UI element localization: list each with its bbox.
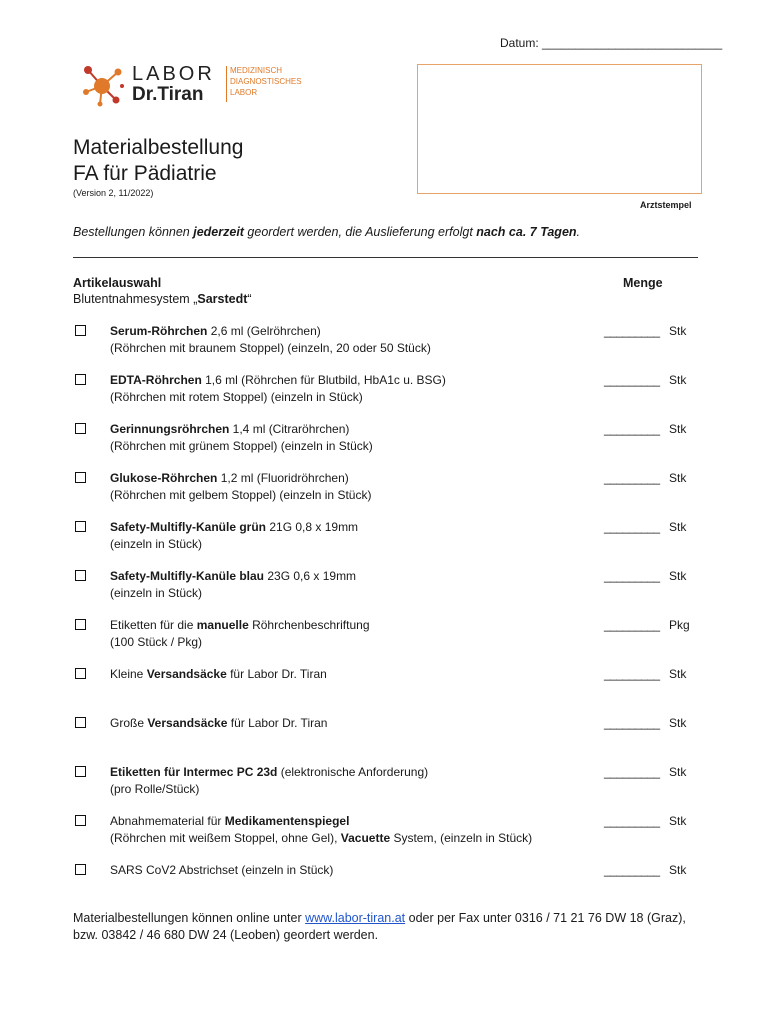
page-title: Materialbestellung [73, 136, 244, 159]
quantity-field[interactable]: _________ [604, 471, 660, 485]
logo-subtitle [230, 65, 302, 98]
divider-line [73, 257, 698, 258]
item-text-post: für Labor Dr. Tiran [227, 716, 328, 730]
item-detail-pre: (Röhrchen mit grünem Stoppel) (einzeln in Stück) [110, 439, 373, 453]
item-description [110, 764, 580, 798]
item-name: Gerinnungsröhrchen [110, 422, 230, 436]
checkbox[interactable] [75, 717, 86, 728]
item-line-2 [110, 781, 580, 798]
item-detail-pre: (einzeln in Stück) [110, 537, 203, 551]
system-prefix: Blutentnahmesystem „ [73, 292, 198, 306]
item-detail-pre: (Röhrchen mit rotem Stoppel) (einzeln in Stück) [110, 390, 363, 404]
checkbox[interactable] [75, 619, 86, 630]
item-text-post: 2,6 ml (Gelröhrchen) [207, 324, 321, 338]
quantity-field[interactable]: _________ [604, 324, 660, 338]
date-field[interactable]: Datum: ___________________________ [500, 36, 723, 50]
quantity-unit: Stk [669, 667, 687, 681]
quantity-unit: Stk [669, 814, 687, 828]
item-detail-pre: (Röhrchen mit braunem Stoppel) (einzeln, 20 oder 50 Stück) [110, 341, 431, 355]
intro-bold-1: jederzeit [193, 225, 244, 239]
quantity-field[interactable]: _________ [604, 569, 660, 583]
intro-part-2: geordert werden, die Auslieferung erfolgt [243, 225, 477, 239]
item-description [110, 862, 580, 879]
item-detail-pre: (100 Stück / Pkg) [110, 635, 203, 649]
item-line-1 [110, 764, 580, 781]
item-text-pre: Etiketten für die [110, 618, 197, 632]
item-line-2 [110, 340, 580, 357]
item-line-1 [110, 372, 580, 389]
checkbox[interactable] [75, 570, 86, 581]
logo-sub-line-3: LABOR [230, 88, 258, 97]
website-link[interactable]: www.labor-tiran.at [305, 911, 406, 925]
item-line-1 [110, 470, 580, 487]
item-name: Safety-Multifly-Kanüle grün [110, 520, 267, 534]
item-description [110, 421, 580, 455]
intro-text [73, 225, 580, 239]
logo-labor-text: LABOR [132, 63, 215, 85]
quantity-field[interactable]: _________ [604, 765, 660, 779]
checkbox[interactable] [75, 374, 86, 385]
page-subtitle: FA für Pädiatrie [73, 162, 217, 185]
item-line-2 [110, 830, 580, 847]
checkbox[interactable] [75, 472, 86, 483]
item-name: Versandsäcke [147, 716, 228, 730]
item-name: Glukose-Röhrchen [110, 471, 218, 485]
item-text-pre: SARS CoV2 Abstrichset (einzeln in Stück) [110, 863, 334, 877]
item-name: EDTA-Röhrchen [110, 373, 202, 387]
quantity-field[interactable]: _________ [604, 814, 660, 828]
item-description [110, 519, 580, 553]
item-text-post: 1,2 ml (Fluoridröhrchen) [217, 471, 349, 485]
item-name: Serum-Röhrchen [110, 324, 208, 338]
blood-system-label [73, 292, 252, 306]
quantity-unit: Stk [669, 716, 687, 730]
system-name: Sarstedt [197, 292, 248, 306]
quantity-unit: Stk [669, 471, 687, 485]
item-name: Safety-Multifly-Kanüle blau [110, 569, 265, 583]
footer-part-2: oder per Fax unter 0316 / 71 21 76 DW 18 (Graz), bzw. 03842 / 46 680 DW 24 (Leoben) geordert werden. [73, 911, 686, 942]
lab-logo [80, 62, 300, 108]
item-line-1 [110, 323, 580, 340]
item-description [110, 666, 580, 683]
checkbox[interactable] [75, 815, 86, 826]
logo-divider [226, 66, 227, 102]
item-detail-pre: (pro Rolle/Stück) [110, 782, 200, 796]
item-detail-pre: (Röhrchen mit gelbem Stoppel) (einzeln in Stück) [110, 488, 372, 502]
quantity-unit: Pkg [669, 618, 690, 632]
quantity-unit: Stk [669, 765, 687, 779]
logo-name-text: Dr.Tiran [132, 84, 204, 105]
checkbox[interactable] [75, 325, 86, 336]
item-text-post: für Labor Dr. Tiran [226, 667, 327, 681]
item-line-2 [110, 438, 580, 455]
item-description [110, 813, 580, 847]
doctor-stamp-box[interactable] [417, 64, 702, 194]
quantity-unit: Stk [669, 373, 687, 387]
system-suffix: “ [247, 292, 252, 306]
intro-bold-2: nach ca. 7 Tagen [476, 225, 577, 239]
quantity-unit: Stk [669, 324, 687, 338]
quantity-field[interactable]: _________ [604, 520, 660, 534]
item-line-1 [110, 519, 580, 536]
item-text-post: 21G 0,8 x 19mm [266, 520, 359, 534]
quantity-field[interactable]: _________ [604, 373, 660, 387]
footer-note [73, 910, 703, 944]
item-line-1 [110, 568, 580, 585]
item-line-1 [110, 666, 580, 683]
item-name: Medikamentenspiegel [224, 814, 350, 828]
quantity-field[interactable]: _________ [604, 422, 660, 436]
item-description [110, 323, 580, 357]
item-name: manuelle [196, 618, 249, 632]
item-line-2 [110, 634, 580, 651]
column-header-quantity: Menge [623, 276, 663, 290]
checkbox[interactable] [75, 766, 86, 777]
item-text-pre: Kleine [110, 667, 147, 681]
item-description [110, 617, 580, 651]
item-detail-pre: (einzeln in Stück) [110, 586, 203, 600]
quantity-unit: Stk [669, 569, 687, 583]
quantity-unit: Stk [669, 863, 687, 877]
item-line-2 [110, 487, 580, 504]
checkbox[interactable] [75, 521, 86, 532]
logo-molecule-icon [80, 62, 128, 108]
item-detail-post: System, (einzeln in Stück) [390, 831, 533, 845]
item-text-post: Röhrchenbeschriftung [248, 618, 370, 632]
doctor-stamp-label: Arztstempel [640, 200, 692, 210]
logo-sub-line-2: DIAGNOSTISCHES [230, 77, 302, 86]
quantity-unit: Stk [669, 520, 687, 534]
item-name: Versandsäcke [146, 667, 227, 681]
item-line-1 [110, 617, 580, 634]
checkbox[interactable] [75, 423, 86, 434]
quantity-field[interactable]: _________ [604, 716, 660, 730]
checkbox[interactable] [75, 864, 86, 875]
logo-sub-line-1: MEDIZINISCH [230, 66, 282, 75]
item-text-post: 1,6 ml (Röhrchen für Blutbild, HbA1c u. BSG) [201, 373, 446, 387]
item-name: Etiketten für Intermec PC 23d [110, 765, 278, 779]
item-description [110, 372, 580, 406]
item-line-1 [110, 862, 580, 879]
item-detail-pre: (Röhrchen mit weißem Stoppel, ohne Gel), [110, 831, 341, 845]
column-header-article: Artikelauswahl [73, 276, 162, 290]
quantity-unit: Stk [669, 422, 687, 436]
checkbox[interactable] [75, 668, 86, 679]
item-text-post: 1,4 ml (Citraröhrchen) [229, 422, 350, 436]
item-line-1 [110, 715, 580, 732]
item-line-2 [110, 536, 580, 553]
item-text-pre: Abnahmematerial für [110, 814, 225, 828]
item-line-2 [110, 389, 580, 406]
item-description [110, 470, 580, 504]
item-description [110, 568, 580, 602]
quantity-field[interactable]: _________ [604, 863, 660, 877]
intro-part-1: Bestellungen können [73, 225, 194, 239]
item-text-post: (elektronische Anforderung) [277, 765, 429, 779]
quantity-field[interactable]: _________ [604, 667, 660, 681]
quantity-field[interactable]: _________ [604, 618, 660, 632]
item-detail-bold: Vacuette [340, 831, 391, 845]
item-line-1 [110, 421, 580, 438]
item-description [110, 715, 580, 732]
footer-part-1: Materialbestellungen können online unter [73, 911, 306, 925]
item-text-post: 23G 0,6 x 19mm [264, 569, 357, 583]
intro-part-3: . [576, 225, 581, 239]
item-line-1 [110, 813, 580, 830]
item-line-2 [110, 585, 580, 602]
item-text-pre: Große [110, 716, 148, 730]
version-note: (Version 2, 11/2022) [73, 188, 154, 198]
